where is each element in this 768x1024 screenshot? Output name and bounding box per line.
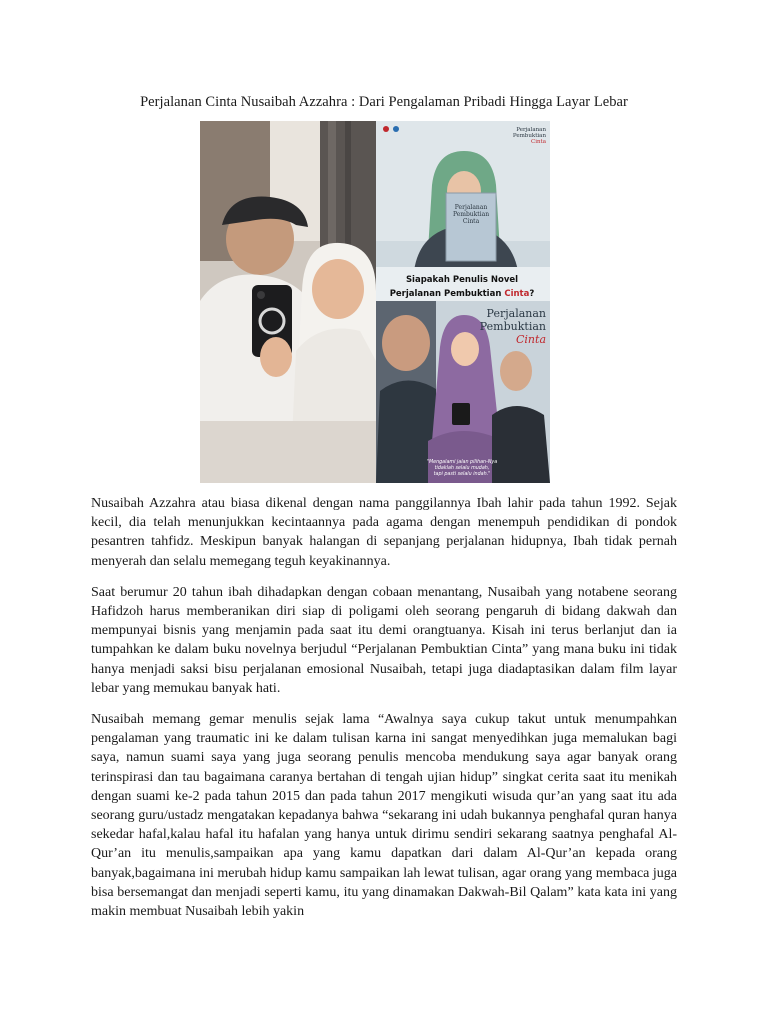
collage-illustration <box>200 121 550 483</box>
document-title: Perjalanan Cinta Nusaibah Azzahra : Dari Pengalaman Pribadi Hingga Layar Lebar <box>140 94 628 110</box>
movie-tagline3: tapi pasti selalu indah." <box>433 472 491 477</box>
article-body <box>91 494 677 933</box>
logo-icon <box>393 126 399 132</box>
paragraph: Nusaibah Azzahra atau biasa dikenal dengan nama panggilannya Ibah lahir pada tahun 1992. Sejak kecil, dia telah menunjukkan kecintaannya pada agama dengan menempuh pendidikan di pondok pesantren tahfidz. Meskipun banyak halangan di sepanjang perjalanan hidupnya, Ibah tidak pernah menyerah dan selalu memegang teguh keyakinannya. <box>91 496 677 569</box>
paragraph: Nusaibah memang gemar menulis sejak lama “Awalnya saya cukup takut untuk menumpahkan pengalaman yang traumatic ini ke dalam tulisan karna ini sangat menyedihkan juga memalukan bagi saya, namun suami saya yang juga seorang penulis mencoba mendukung saya agar banyak orang terinspirasi dan tau bagaimana caranya bertahan di tengah ujian hidup” singkat cerita saat itu menikah dengan suami ke-2 pada tahun 2015 dan pada tahun 2017 mengikuti wisuda qur’an yang saat itu ada seorang guru/ustadz mengatakan kepadanya bahwa “sekarang ini udah bukannya penghafal quran hanya sekedar hafal,kalau hafal itu hafalan yang hanya untuk dirimu sendiri sekarang saatnya penghafal Al-Qur’an itu menulis,sampaikan apa yang kamu dapatkan dari dalam Al-Qur’an kepada orang banyak,bagaimana ini merubah hidup kamu sampaikan lah lewat tulisan, agar orang yang membaca juga bisa bersemangat dan menjadi seperti kamu, itu yang dinamakan Dakwah-Bil Qalam” kata kata ini yang makin membuat Nusaibah lebih yakin <box>91 712 677 920</box>
poster-question-line2: Perjalanan Pembuktian Cinta? <box>389 289 535 299</box>
movie-title-line3: Cinta <box>516 333 546 346</box>
article-photo-collage <box>200 121 550 483</box>
poster-question-line1: Siapakah Penulis Novel <box>405 275 519 285</box>
movie-tagline2: tidaklah selalu mudah, <box>434 466 490 471</box>
movie-title-line1: Perjalanan <box>486 307 546 320</box>
author-poster <box>376 121 550 301</box>
movie-poster <box>376 301 550 483</box>
book-cover-title: Perjalanan Pembuktian Cinta <box>452 204 490 225</box>
movie-title-line2: Pembuktian <box>479 320 546 333</box>
paragraph: Saat berumur 20 tahun ibah dihadapkan dengan cobaan menantang, Nusaibah yang notabene seorang Hafidzoh harus memberanikan diri siap di poligami oleh seorang pengaruh di bidang dakwah dan mempunyai bisnis yang menjamin pada saat itu demi orangtuanya. Kisah ini terus berlanjut dan ia tumpahkan ke dalam buku novelnya berjudul “Perjalanan Pembuktian Cinta” yang mana buku ini tidak hanya menjadi saksi bisu perjalanan emosional Nusaibah, tetapi juga diadaptasikan dalam film layar lebar yang memukau banyak hati. <box>91 584 677 696</box>
logo-icon <box>383 126 389 132</box>
poster-brand: Perjalanan Pembuktian Cinta <box>512 127 546 145</box>
quran-book-icon <box>452 403 470 425</box>
movie-tagline1: "Mengalami jalan pilihan-Nya <box>426 460 498 465</box>
selfie-photo <box>200 121 376 483</box>
